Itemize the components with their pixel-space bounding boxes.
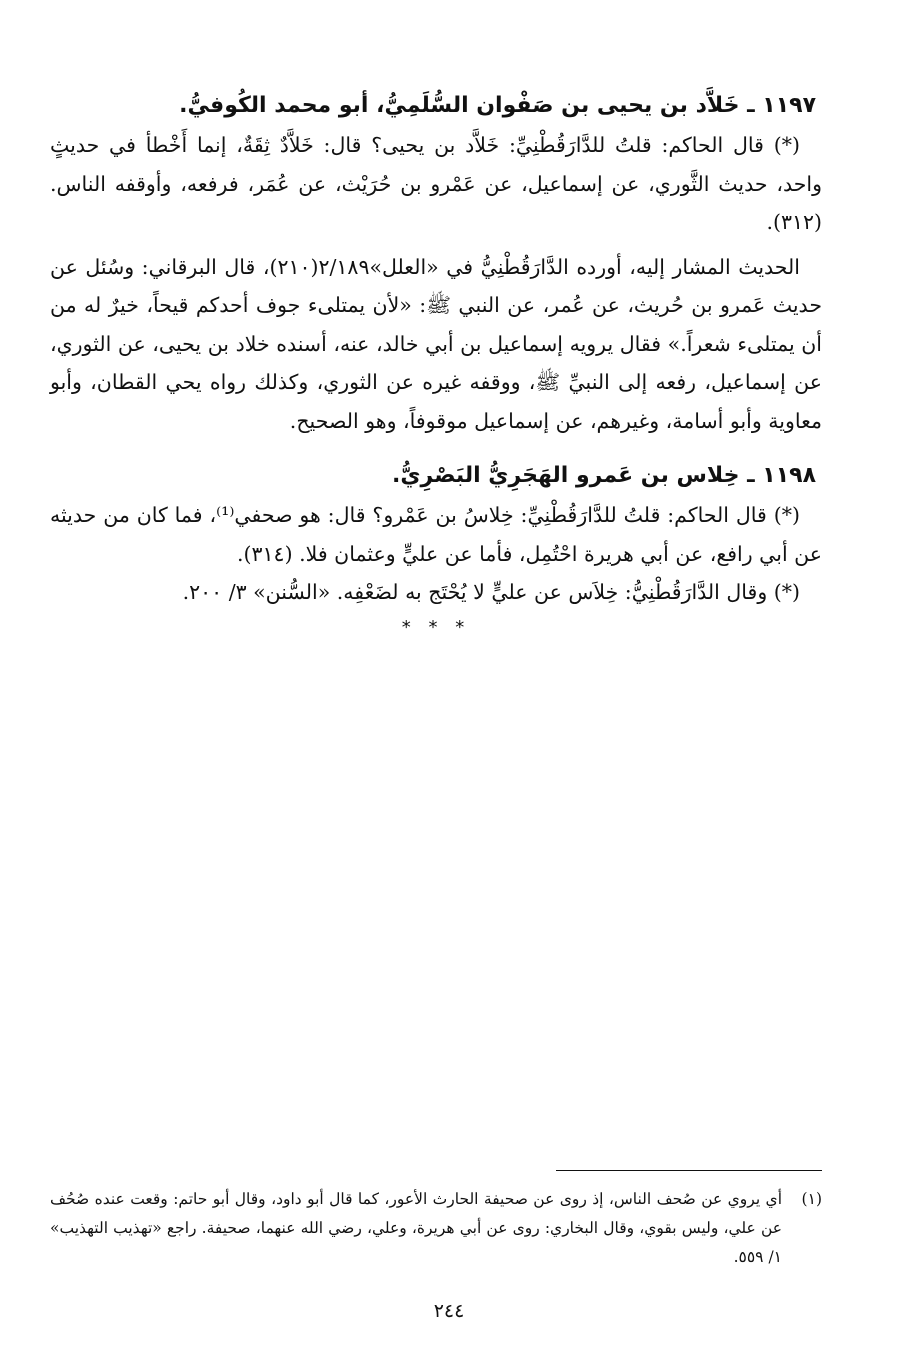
footnote-divider xyxy=(556,1170,822,1171)
footnotes xyxy=(50,1170,822,1272)
section-separator: * * * xyxy=(401,616,471,638)
footnote-number: (١) xyxy=(801,1190,822,1208)
entry-heading-1197: ١١٩٧ ـ خَلاَّد بن يحيى بن صَفْوان السُّلَمِيُّ، أبو محمد الكُوفيُّ. xyxy=(179,93,816,118)
page-body xyxy=(50,86,822,642)
entry-1197-hakim-quote: (*) قال الحاكم: قلتُ للدَّارَقُطْنِيِّ: خَلاَّد بن يحيى؟ قال: خَلاَّدٌ ثِقَةٌ، إنما أَخْطأ في حديثٍ واحد، حديث الثَّوري، عن إسماعيل، عن عَمْرو بن حُرَيْث، عن عُمَر، فرفعه، وأوقفه الناس. (٣١٢). xyxy=(50,133,822,234)
page-number: ٢٤٤ xyxy=(433,1300,465,1322)
entry-heading-1198: ١١٩٨ ـ خِلاس بن عَمرو الهَجَرِيُّ البَصْرِيُّ. xyxy=(391,463,816,488)
entry-1198-daraqutni-quote: (*) وقال الدَّارَقُطْنِيُّ: خِلاَس عن عليٍّ لا يُحْتَج به لضَعْفِه. «السُّنن» ٣/ ٢٠٠. xyxy=(182,580,800,604)
footnote-1 xyxy=(50,1185,822,1272)
entry-1198-hakim-quote: (*) قال الحاكم: قلتُ للدَّارَقُطْنِيِّ: خِلاسُ بن عَمْرو؟ قال: هو صحفي⁽¹⁾، فما كان من حديثه عن أبي رافع، عن أبي هريرة احْتُمِل، فأما عن عليٍّ وعثمان فلا. (٣١٤). xyxy=(50,503,822,566)
entry-1197-hadith-note: الحديث المشار إليه، أورده الدَّارَقُطْنِيُّ في «العلل»٢/١٨٩(٢١٠)، قال البرقاني: وسُئل عن حديث عَمرو بن حُريث، عن عُمر، عن النبي ﷺ: «لأن يمتلىء جوف أحدكم قيحاً، خيرٌ له من أن يمتلىء شعراً.» فقال يرويه إسماعيل بن أبي خالد، عنه، أسنده خلاد بن يحيى، عن الثوري، عن إسماعيل، رفعه إلى النبيِّ ﷺ، ووقفه غيره عن الثوري، وكذلك رواه يحي القطان، وأبو معاوية وأبو أسامة، وغيرهم، عن إسماعيل موقوفاً، وهو الصحيح. xyxy=(50,254,822,433)
footnote-text: أي يروي عن صُحف الناس، إذ روى عن صحيفة الحارث الأعور، كما قال أبو داود، وقال أبو حاتم: وقعت عنده صُحُف عن علي، وليس بقوي، وقال البخاري: روى عن أبي هريرة، وعلي، رضي الله عنهما، صحيفة. راجع «تهذيب التهذيب» ١/ ٥٥٩. xyxy=(50,1190,782,1266)
